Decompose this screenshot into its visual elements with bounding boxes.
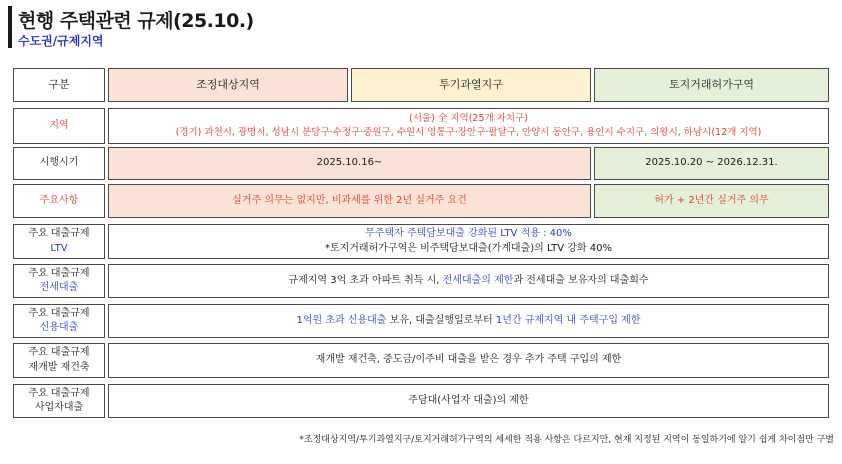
jeonse-label-cell [13,264,105,298]
biz-label-line2: 사업자대출 [34,402,84,413]
effective-date-b-cell [594,147,829,180]
effective-label-cell [13,147,105,180]
jeonse-text [288,274,648,289]
jeonse-text-highlight: 전세대출의 제한 [442,274,514,286]
ltv-label-line1: 주요 대출규제 [28,228,90,239]
credit-label-cell [13,304,105,338]
main-matters-b: 허가 + 2년간 실거주 의무 [654,194,769,206]
main-matters-a-cell [108,184,591,218]
region-seoul-text: (서울) 全 지역(25개 자치구) [409,113,528,125]
header-col-speculation-district [351,68,591,102]
header-col-land-permit-zone [594,68,829,102]
main-matters-label: 주요사항 [39,194,79,206]
biz-content-cell [108,384,829,418]
ltv-line2: *토지거래허가구역은 비주택담보대출(가계대출)의 LTV 강화 40% [324,242,613,254]
region-label: 지역 [49,119,69,131]
header-col2-text: 투기과열지구 [439,78,503,92]
redev-label-cell [13,343,105,378]
footnote: *조정대상지역/투기과열지구/토지거래허가구역의 세세한 적용 사항은 다르지만, 현재 지정된 지역이 동일하기에 알기 쉽게 차이점만 구별 [299,435,834,445]
ltv-content-cell [108,224,829,259]
effective-date-b: 2025.10.20 ~ 2026.12.31. [645,157,778,169]
biz-text: 주담대(사업자 대출)의 제한 [408,394,529,406]
credit-text-highlight2: 1년간 규제지역 내 주택구입 제한 [495,314,641,326]
header-col1-text: 조정대상지역 [196,78,260,92]
main-matters-label-cell [13,184,105,218]
ltv-label-cell [13,224,105,259]
header-label-cell [13,68,105,102]
jeonse-text-pre: 규제지역 3억 초과 아파트 취득 시, [288,274,443,286]
redev-label-line1: 주요 대출규제 [28,347,90,358]
redev-label-line2: 재개발 재건축 [28,361,90,373]
credit-text [297,314,641,329]
credit-label-line2: 신용대출 [39,322,79,333]
biz-label-line1: 주요 대출규제 [28,387,90,399]
header-label: 구분 [48,78,70,92]
biz-label-cell [13,384,105,418]
jeonse-label-line1: 주요 대출규제 [28,267,90,279]
credit-content-cell [108,304,829,338]
credit-text-highlight1: 1억원 초과 신용대출 [296,314,387,326]
effective-date-a-cell [108,147,591,180]
page-subtitle: 수도권/규제지역 [18,34,104,48]
main-matters-a: 실거주 의무는 없지만, 비과세를 위한 2년 실거주 요건 [232,194,467,206]
credit-label-line1: 주요 대출규제 [28,307,90,319]
jeonse-label-line2: 전세대출 [39,282,79,293]
region-content-cell [108,108,829,144]
header-col3-text: 토지거래허가구역 [668,78,754,92]
redev-content-cell [108,343,829,378]
effective-label: 시행시기 [39,157,79,169]
ltv-line1: 무주택자 주택담보대출 강화된 LTV 적용 : 40% [365,228,572,239]
redev-text: 재개발 재건축, 중도금/이주비 대출을 받은 경우 추가 주택 구입의 제한 [315,354,622,366]
region-gyeonggi-text: (경기) 과천시, 광명시, 성남시 분당구·수정구·중원구, 수원시 영통구·장안구·팔달구, 안양시 동안구, 용인시 수지구, 의왕시, 하남시(12개 지역) [175,127,762,138]
main-matters-b-cell [594,184,829,218]
jeonse-text-post: 과 전세대출 보유자의 대출회수 [513,274,649,286]
page-title: 현행 주택관련 규제(25.10.) [18,10,254,32]
credit-text-mid: 보유, 대출실행일로부터 [386,314,496,326]
ltv-label-line2: LTV [50,242,68,254]
region-label-cell [13,108,105,144]
effective-date-a: 2025.10.16~ [316,157,383,169]
header-col-adjustment-area [108,68,348,102]
jeonse-content-cell [108,264,829,298]
title-accent-bar [8,6,12,48]
